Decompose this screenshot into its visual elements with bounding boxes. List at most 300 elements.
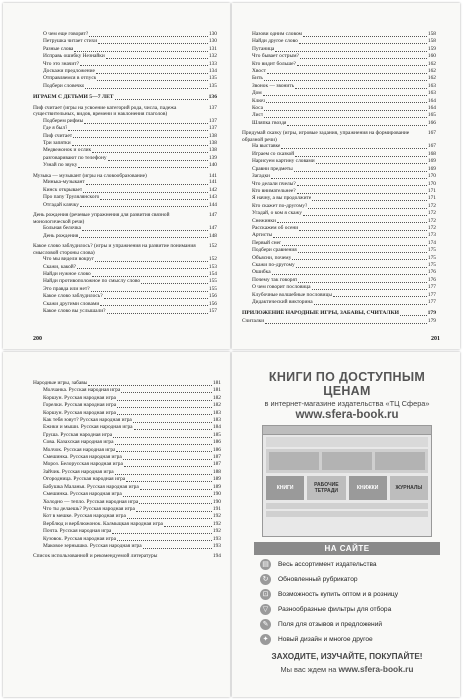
toc-entry bbox=[242, 90, 436, 97]
page-toc-continued bbox=[3, 352, 230, 697]
toc-entry bbox=[242, 173, 436, 180]
toc-page-number: 134 bbox=[208, 68, 217, 75]
toc-page-number: 137 bbox=[208, 117, 217, 124]
toc-entry-title: Горелки. Русская народная игра bbox=[43, 402, 117, 409]
leader-dots bbox=[123, 459, 212, 460]
site-strip bbox=[266, 511, 428, 517]
leader-dots bbox=[292, 259, 427, 260]
toc-entry bbox=[242, 299, 436, 306]
toc-entry bbox=[33, 439, 221, 446]
toc-page-number: 194 bbox=[212, 553, 221, 560]
category-tiles bbox=[266, 476, 428, 500]
toc-page-number: 158 bbox=[427, 38, 436, 45]
leader-dots bbox=[136, 511, 212, 512]
toc-entry-title: Играем со сказкой bbox=[252, 150, 295, 157]
toc-entry bbox=[242, 151, 436, 158]
toc-entry-title: Молчанка. Русская народная игра bbox=[43, 387, 121, 394]
toc-entry bbox=[33, 447, 221, 454]
leader-dots bbox=[264, 117, 427, 118]
toc-entry-title: Огородница. Русская народная игра bbox=[43, 476, 126, 483]
toc-list bbox=[33, 380, 221, 560]
leader-dots bbox=[140, 489, 212, 490]
toc-entry-title: Скажи по-другому bbox=[252, 261, 295, 268]
page-200 bbox=[3, 3, 230, 349]
leader-dots bbox=[92, 276, 208, 277]
leader-dots bbox=[73, 137, 208, 138]
toc-page-number: 185 bbox=[212, 431, 221, 438]
toc-entry bbox=[33, 61, 217, 68]
toc-page-number: 177 bbox=[427, 284, 436, 291]
toc-entry bbox=[33, 469, 221, 476]
toc-entry-title: Скажи, какой? bbox=[43, 263, 77, 270]
leader-dots bbox=[333, 296, 427, 297]
feature-item bbox=[260, 589, 444, 600]
leader-dots bbox=[299, 43, 427, 44]
leader-dots bbox=[100, 199, 208, 200]
toc-entry-title: Загадки bbox=[252, 173, 270, 180]
toc-entry-title: Первый снег bbox=[252, 239, 282, 246]
leader-dots bbox=[117, 540, 212, 541]
toc-page-number: 135 bbox=[208, 75, 217, 82]
leader-dots bbox=[88, 385, 211, 386]
toc-entry-title: Мороз. Белорусская народная игра bbox=[43, 461, 123, 468]
leader-dots bbox=[272, 274, 427, 275]
toc-entry-title: Молчок. Русская народная игра bbox=[43, 446, 116, 453]
leader-dots bbox=[266, 102, 427, 103]
toc-entry bbox=[33, 155, 217, 162]
ad-title: КНИГИ ПО ДОСТУПНЫМ ЦЕНАМ bbox=[268, 370, 426, 398]
leader-dots bbox=[126, 481, 212, 482]
toc-entry bbox=[33, 417, 221, 424]
toc-entry bbox=[33, 140, 217, 147]
toc-entry-title: Минька-музыкант bbox=[43, 179, 85, 186]
toc-page-number: 182 bbox=[212, 402, 221, 409]
toc-page-number: 184 bbox=[212, 424, 221, 431]
toc-entry-title: разговаривают по телефону bbox=[43, 154, 107, 161]
toc-page-number: 130 bbox=[208, 38, 217, 45]
toc-page-number: 193 bbox=[212, 535, 221, 542]
toc-page-number: 173 bbox=[427, 232, 436, 239]
leader-dots bbox=[143, 548, 212, 549]
toc-entry-title: Про папу Трулялянского bbox=[43, 194, 100, 201]
toc-page-number: 177 bbox=[427, 299, 436, 305]
toc-page-number: 171 bbox=[427, 187, 436, 194]
toc-page-number: 179 bbox=[427, 317, 436, 324]
leader-dots bbox=[264, 80, 427, 81]
leader-dots bbox=[78, 167, 208, 168]
feature-item bbox=[260, 559, 444, 570]
toc-page-number: 147 bbox=[208, 225, 217, 232]
ad-subtitle: в интернет-магазине издательства «ТЦ Сфера» bbox=[264, 399, 430, 408]
toc-entry bbox=[242, 46, 436, 53]
toc-entry-title: Список использованной и рекомендуемой литературы bbox=[33, 553, 158, 560]
toc-entry-title: Что ты делаешь? Русская народная игра bbox=[43, 505, 135, 512]
toc-page-number: 192 bbox=[212, 513, 221, 520]
toc-page-number: 175 bbox=[427, 254, 436, 261]
leader-dots bbox=[117, 414, 212, 415]
site-strip bbox=[266, 503, 428, 509]
leader-dots bbox=[312, 289, 427, 290]
toc-page-number: 172 bbox=[427, 224, 436, 231]
toc-entry bbox=[242, 284, 436, 291]
toc-entry-title: Объясни, почему bbox=[252, 254, 292, 261]
toc-entry bbox=[33, 46, 217, 53]
ad-call-to-action: ЗАХОДИТЕ, ИЗУЧАЙТЕ, ПОКУПАЙТЕ! bbox=[271, 652, 423, 661]
toc-entry-title: О чем говорит пословица bbox=[252, 284, 311, 291]
toc-entry bbox=[33, 432, 221, 439]
leader-dots bbox=[108, 160, 208, 161]
toc-entry-title: ИГРАЕМ С ДЕТЬМИ 5—7 ЛЕТ bbox=[33, 94, 114, 101]
toc-page-number: 162 bbox=[427, 75, 436, 82]
toc-page-number: 131 bbox=[208, 45, 217, 52]
leader-dots bbox=[271, 178, 427, 179]
leader-dots bbox=[139, 503, 212, 504]
toc-entry bbox=[33, 536, 221, 543]
toc-entry-title: Что бывает острым? bbox=[252, 53, 299, 60]
toc-entry bbox=[242, 31, 436, 38]
toc-page-number: 155 bbox=[208, 285, 217, 292]
toc-entry bbox=[242, 210, 436, 217]
toc-entry bbox=[242, 98, 436, 105]
browser-bar bbox=[263, 426, 431, 435]
leader-dots bbox=[85, 88, 207, 89]
toc-page-number: 175 bbox=[427, 261, 436, 268]
toc-entry bbox=[33, 528, 221, 535]
leader-dots bbox=[84, 123, 208, 124]
toc-entry bbox=[33, 194, 217, 201]
toc-entry-title: Музыка — музыкант (игры на словообразование) bbox=[33, 172, 147, 179]
feature-text: Обновленный рубрикатор bbox=[278, 576, 358, 583]
leader-dots bbox=[72, 145, 208, 146]
toc-entry-title: Бабушка Маланья. Русская народная игра bbox=[43, 483, 139, 490]
toc-entry-title: Лист bbox=[252, 112, 264, 119]
leader-dots bbox=[104, 298, 208, 299]
toc-page-number: 130 bbox=[208, 31, 217, 37]
toc-entry bbox=[242, 61, 436, 68]
toc-entry-title: Сова. Казахская народная игра bbox=[43, 439, 114, 446]
toc-page-number: 167 bbox=[427, 130, 436, 137]
toc-entry-title: Артисты bbox=[252, 232, 273, 239]
feature-text: Поля для отзывов и предложений bbox=[278, 621, 383, 628]
toc-page-number: 169 bbox=[427, 165, 436, 172]
leader-dots bbox=[263, 95, 427, 96]
toc-entry-title: Что делали пчелы? bbox=[252, 180, 296, 187]
toc-entry-title: Это правда или нет? bbox=[43, 285, 90, 292]
tile-books: КНИГИ bbox=[266, 476, 304, 500]
toc-entry bbox=[33, 125, 217, 132]
toc-page-number: 144 bbox=[208, 201, 217, 208]
leader-dots bbox=[127, 518, 212, 519]
toc-entry bbox=[242, 38, 436, 45]
toc-entry-title: Кто скажет по-другому? bbox=[252, 202, 308, 209]
toc-page-number: 181 bbox=[212, 380, 221, 386]
leader-dots bbox=[308, 208, 427, 209]
toc-entry bbox=[33, 402, 221, 409]
page-201 bbox=[232, 3, 460, 349]
toc-entry-title: Верблюд и верблюжонок. Калмыцкая народная игра bbox=[43, 520, 163, 527]
toc-entry bbox=[33, 461, 221, 468]
toc-entry bbox=[242, 105, 436, 112]
feature-item bbox=[260, 604, 444, 615]
toc-entry-title: День рождения (речевые упражнения для развития связной монологической речи) bbox=[33, 211, 170, 225]
toc-entry-title: Кто видит больше? bbox=[252, 60, 296, 67]
toc-entry bbox=[242, 68, 436, 75]
website-screenshot bbox=[262, 425, 432, 537]
toc-page-number: 182 bbox=[212, 394, 221, 401]
toc-entry-title: День рождения bbox=[43, 232, 79, 239]
toc-entry-title: Узнай по звуку bbox=[43, 162, 78, 169]
toc-entry bbox=[33, 179, 217, 186]
toc-page-number: 137 bbox=[208, 104, 217, 111]
toc-page-number: 152 bbox=[208, 256, 217, 263]
toc-entry-title: Отправляемся в отпуск bbox=[43, 75, 97, 82]
toc-entry-title: Ключ bbox=[252, 97, 265, 104]
toc-entry bbox=[33, 395, 221, 402]
toc-entry bbox=[33, 38, 217, 45]
toc-entry-title: Угадай, о ком я скажу bbox=[252, 210, 302, 217]
toc-entry bbox=[242, 310, 436, 317]
leader-dots bbox=[300, 58, 427, 59]
toc-page-number: 188 bbox=[212, 468, 221, 475]
toc-page-number: 137 bbox=[208, 125, 217, 132]
feature-item bbox=[260, 634, 444, 645]
toc-entry-title: Найди нужное слово bbox=[43, 270, 91, 277]
leader-dots bbox=[89, 36, 208, 37]
tile-magazines: ЖУРНАЛЫ bbox=[390, 476, 428, 500]
toc-entry-title: Бить bbox=[252, 75, 263, 82]
leader-dots bbox=[296, 267, 427, 268]
leader-dots bbox=[123, 496, 212, 497]
toc-page-number: 167 bbox=[427, 143, 436, 150]
toc-page-number: 132 bbox=[208, 53, 217, 60]
toc-entry-title: Отгадай клячку bbox=[43, 201, 79, 208]
filter-icon: ▽ bbox=[260, 604, 271, 615]
toc-page-number: 181 bbox=[212, 387, 221, 394]
toc-entry bbox=[242, 181, 436, 188]
toc-entry-title: Разные слова bbox=[43, 45, 74, 52]
leader-dots bbox=[117, 400, 212, 401]
toc-entry bbox=[242, 218, 436, 225]
toc-entry bbox=[33, 410, 221, 417]
toc-page-number: 156 bbox=[208, 293, 217, 300]
toc-entry-title: Подбери словечко bbox=[43, 82, 85, 89]
toc-entry bbox=[242, 158, 436, 165]
toc-entry-title: Скажи другими словами bbox=[43, 300, 100, 307]
leader-dots bbox=[287, 125, 426, 126]
toc-entry-title: Расскажем об осени bbox=[252, 224, 299, 231]
toc-entry-title: Какое слово заблудилось? bbox=[43, 293, 103, 300]
toc-entry bbox=[33, 271, 217, 278]
toc-entry bbox=[242, 318, 436, 325]
toc-entry bbox=[242, 195, 436, 202]
toc-entry-title: Три запятки bbox=[43, 140, 71, 147]
toc-entry bbox=[33, 499, 221, 506]
toc-entry bbox=[33, 286, 217, 293]
cart-icon: ⊡ bbox=[260, 589, 271, 600]
toc-entry bbox=[33, 68, 217, 75]
toc-page-number: 183 bbox=[212, 409, 221, 416]
leader-dots bbox=[275, 51, 426, 52]
leader-dots bbox=[83, 192, 208, 193]
toc-page-number: 189 bbox=[212, 476, 221, 483]
toc-page-number: 169 bbox=[427, 158, 436, 165]
toc-entry-title: ПРИЛОЖЕНИЕ НАРОДНЫЕ ИГРЫ, ЗАБАВЫ, СЧИТАЛКИ bbox=[242, 310, 399, 317]
toc-entry bbox=[33, 212, 217, 225]
leader-dots bbox=[314, 304, 427, 305]
ad-band: НА САЙТЕ bbox=[254, 542, 440, 555]
toc-entry bbox=[33, 484, 221, 491]
toc-entry-title: Звонок — звонить bbox=[252, 82, 295, 89]
leader-dots bbox=[297, 65, 427, 66]
toc-entry bbox=[242, 269, 436, 276]
toc-entry bbox=[33, 293, 217, 300]
toc-page-number: 186 bbox=[212, 446, 221, 453]
toc-page-number: 189 bbox=[212, 483, 221, 490]
toc-page-number: 138 bbox=[208, 132, 217, 139]
leader-dots bbox=[281, 148, 426, 149]
toc-entry-title: Клубочные волшебные пословицы bbox=[252, 291, 332, 298]
toc-entry-title: Пиф считает bbox=[43, 132, 73, 139]
leader-dots bbox=[273, 237, 427, 238]
toc-page-number: 190 bbox=[212, 491, 221, 498]
toc-page-number: 191 bbox=[212, 505, 221, 512]
toc-entry bbox=[33, 105, 217, 118]
toc-page-number: 164 bbox=[427, 105, 436, 112]
toc-entry bbox=[242, 112, 436, 119]
toc-entry-title: Ежики и мыши. Русская народная игра bbox=[43, 424, 133, 431]
leader-dots bbox=[124, 466, 212, 467]
toc-entry-title: На выставке bbox=[252, 143, 281, 150]
toc-entry bbox=[33, 380, 221, 387]
leader-dots bbox=[267, 73, 427, 74]
toc-entry-title: Что мы видели вокруг bbox=[43, 256, 95, 263]
toc-page-number: 176 bbox=[427, 269, 436, 276]
toc-entry bbox=[33, 94, 217, 101]
leader-dots bbox=[115, 444, 212, 445]
feature-text: Возможность купить оптом и в розницу bbox=[278, 591, 398, 598]
leader-dots bbox=[303, 36, 427, 37]
toc-entry-title: Снежинки bbox=[252, 217, 276, 224]
leader-dots bbox=[265, 323, 427, 324]
toc-page-number: 192 bbox=[212, 528, 221, 535]
feature-item bbox=[260, 574, 444, 585]
toc-entry bbox=[242, 166, 436, 173]
toc-page-number: 148 bbox=[208, 232, 217, 239]
toc-entry-title: О чем еще говорят? bbox=[43, 31, 89, 37]
toc-entry bbox=[33, 476, 221, 483]
toc-entry bbox=[33, 491, 221, 498]
toc-entry-title: Смешинка. Русская народная игра bbox=[43, 491, 122, 498]
toc-page-number: 143 bbox=[208, 194, 217, 201]
toc-entry-title: Назови одним словом bbox=[252, 31, 302, 37]
leader-dots bbox=[298, 252, 427, 253]
toc-entry bbox=[33, 202, 217, 209]
page-number: 201 bbox=[431, 336, 440, 342]
toc-entry bbox=[242, 225, 436, 232]
leader-dots bbox=[312, 200, 427, 201]
toc-entry-title: Доскажи предложение bbox=[43, 68, 95, 75]
toc-page-number: 155 bbox=[208, 278, 217, 285]
leader-dots bbox=[400, 315, 427, 316]
refresh-icon: ↻ bbox=[260, 574, 271, 585]
leader-dots bbox=[107, 313, 208, 314]
toc-entry bbox=[33, 256, 217, 263]
toc-entry-title: Кузовок. Русская народная игра bbox=[43, 535, 116, 542]
toc-page-number: 174 bbox=[427, 239, 436, 246]
toc-entry-title: Ошибка bbox=[252, 269, 271, 276]
toc-entry bbox=[242, 277, 436, 284]
leader-dots bbox=[117, 407, 212, 408]
leader-dots bbox=[116, 451, 211, 452]
toc-entry-title: Я начну, а вы продолжите bbox=[252, 195, 312, 202]
toc-page-number: 142 bbox=[208, 186, 217, 193]
leader-dots bbox=[295, 88, 427, 89]
toc-entry-title: Где я был? bbox=[43, 125, 68, 132]
leader-dots bbox=[100, 305, 208, 306]
toc-entry-title: Придумай сказку (игры, игровые задания, упражнения на формирование образной речи) bbox=[242, 130, 410, 143]
toc-entry bbox=[33, 187, 217, 194]
leader-dots bbox=[77, 268, 208, 269]
ad-url: www.sfera-book.ru bbox=[295, 409, 399, 421]
toc-entry bbox=[242, 120, 436, 127]
leader-dots bbox=[316, 163, 427, 164]
leader-dots bbox=[133, 422, 212, 423]
toc-entry-title: Медвежонок и ослик bbox=[43, 147, 92, 154]
toc-entry-title: Что это значит? bbox=[43, 60, 80, 67]
toc-entry bbox=[33, 521, 221, 528]
toc-page-number: 147 bbox=[208, 211, 217, 218]
comment-icon: ✎ bbox=[260, 619, 271, 630]
tile-workbooks: РАБОЧИЕ ТЕТРАДИ bbox=[307, 476, 345, 500]
leader-dots bbox=[82, 230, 208, 231]
toc-page-number: 170 bbox=[427, 180, 436, 187]
toc-entry bbox=[33, 225, 217, 232]
toc-entry-title: Нарисуем картину словами bbox=[252, 158, 315, 165]
leader-dots bbox=[134, 429, 212, 430]
toc-entry bbox=[33, 133, 217, 140]
leader-dots bbox=[141, 283, 208, 284]
leader-dots bbox=[92, 152, 208, 153]
leader-dots bbox=[277, 222, 427, 223]
toc-entry-title: Коршун. Русская народная игра bbox=[43, 394, 116, 401]
feature-text: Весь ассортимент издательства bbox=[278, 561, 377, 568]
toc-entry bbox=[242, 247, 436, 254]
toc-page-number: 166 bbox=[427, 119, 436, 126]
toc-entry-title: Подберем рифмы bbox=[43, 117, 84, 124]
toc-page-number: 179 bbox=[427, 310, 436, 317]
toc-entry-title: Пиф считает (игры на усвоение категорий рода, числа, падежа существительных, видов, времени и наклонения глаголов) bbox=[33, 104, 177, 118]
toc-entry bbox=[33, 543, 221, 550]
leader-dots bbox=[97, 80, 208, 81]
toc-entry-title: Зайчик. Русская народная игра bbox=[43, 468, 114, 475]
leader-dots bbox=[295, 156, 427, 157]
toc-page-number: 183 bbox=[212, 417, 221, 424]
leader-dots bbox=[86, 184, 208, 185]
leader-dots bbox=[80, 206, 208, 207]
toc-page-number: 187 bbox=[212, 461, 221, 468]
leader-dots bbox=[298, 282, 427, 283]
toc-page-number: 170 bbox=[427, 173, 436, 180]
leader-dots bbox=[121, 392, 212, 393]
toc-entry-title: Сравни предметы bbox=[252, 165, 293, 172]
leader-dots bbox=[112, 533, 211, 534]
toc-entry bbox=[33, 83, 217, 90]
advertisement bbox=[250, 370, 444, 674]
toc-entry-title: Больная белочка bbox=[43, 225, 81, 232]
toc-page-number: 164 bbox=[427, 97, 436, 104]
toc-entry-title: Найди противоположное по смыслу слово bbox=[43, 278, 141, 285]
toc-entry bbox=[242, 262, 436, 269]
